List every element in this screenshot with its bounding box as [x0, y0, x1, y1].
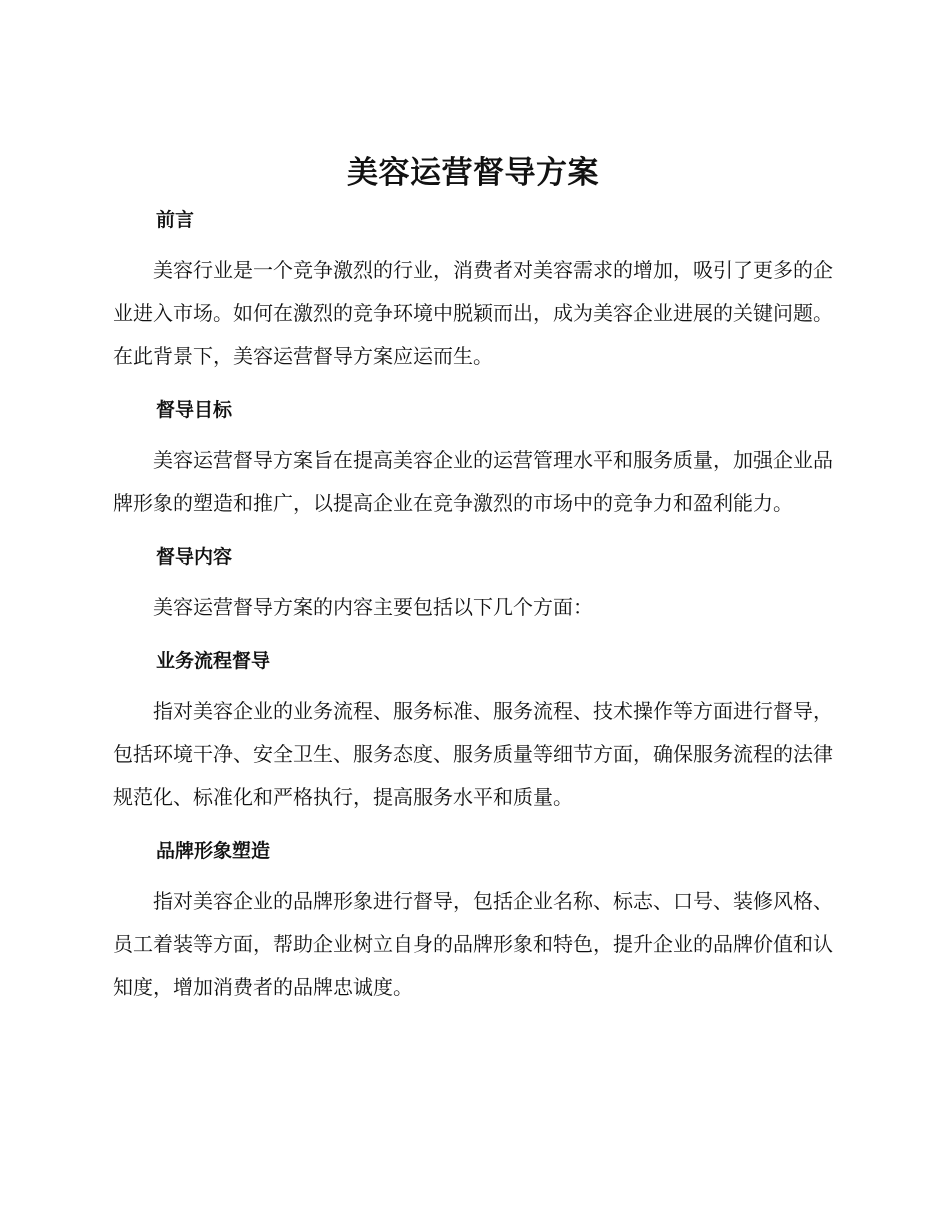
section-heading-brand: 品牌形象塑造 — [156, 840, 271, 862]
section-heading-content: 督导内容 — [156, 546, 233, 568]
section-body-process: 指对美容企业的业务流程、服务标准、服务流程、技术操作等方面进行督导，包括环境干净、安全卫生、服务态度、服务质量等细节方面，确保服务流程的法律规范化、标准化和严格执行，提高服务水平和质量。 — [113, 699, 833, 809]
section-heading-preface: 前言 — [156, 209, 195, 231]
document-title: 美容运营督导方案 — [347, 155, 599, 191]
section-heading-process: 业务流程督导 — [156, 650, 271, 672]
section-body-content: 美容运营督导方案的内容主要包括以下几个方面： — [153, 595, 593, 619]
section-body-brand: 指对美容企业的品牌形象进行督导，包括企业名称、标志、口号、装修风格、员工着装等方面，帮助企业树立自身的品牌形象和特色，提升企业的品牌价值和认知度，增加消费者的品牌忠诚度。 — [113, 889, 833, 999]
section-body-goals: 美容运营督导方案旨在提高美容企业的运营管理水平和服务质量，加强企业品牌形象的塑造和推广，以提高企业在竞争激烈的市场中的竞争力和盈利能力。 — [113, 448, 833, 515]
document-content — [113, 150, 833, 1009]
section-heading-goals: 督导目标 — [156, 399, 233, 421]
section-body-preface: 美容行业是一个竞争激烈的行业，消费者对美容需求的增加，吸引了更多的企业进入市场。如何在激烈的竞争环境中脱颖而出，成为美容企业进展的关键问题。在此背景下，美容运营督导方案应运而生。 — [113, 258, 833, 368]
